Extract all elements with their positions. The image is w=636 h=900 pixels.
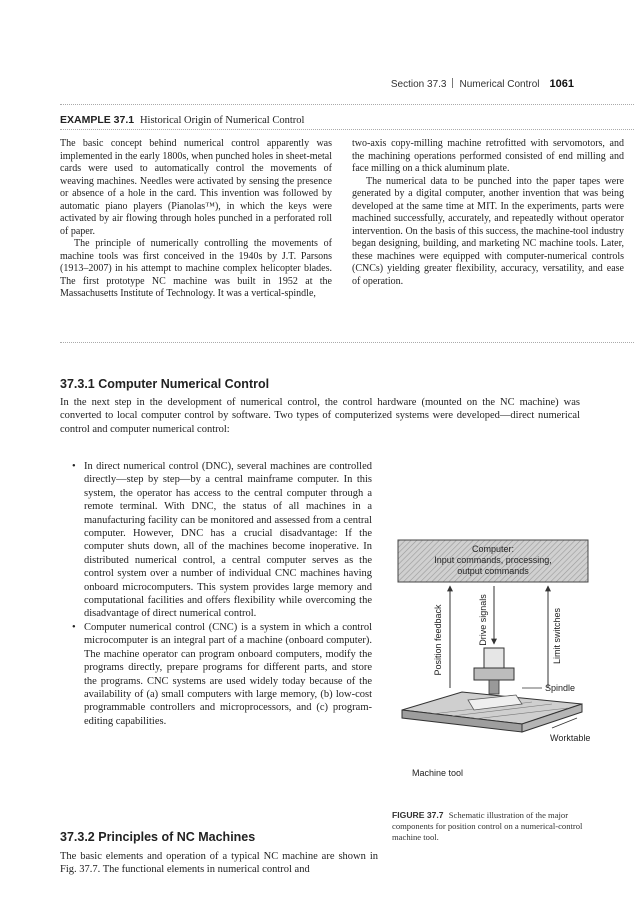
computer-label: output commands [457, 566, 529, 576]
spindle-head-icon [474, 668, 514, 680]
running-head-title: Numerical Control [459, 79, 540, 90]
example-paragraph: two-axis copy-milling machine retrofitted with servomotors, and the machining operations performed consisted of end milling and face milling on a thick aluminum plate. [352, 138, 624, 174]
example-paragraph: The basic concept behind numerical control apparently was implemented in the early 1800s, when punched holes in sheet-metal cards were used to automatically control the movements of weaving machines. Needles were activated by sensing the presence or absence of a hole in the card. This invention was followed by automatic piano players (Pianolas™), in which the keys were activated by air flowing through holes punched in a perforated roll of paper. [60, 138, 332, 237]
bullet-item-cnc: • Computer numerical control (CNC) is a system in which a control microcomputer is an integral part of a machine (onboard computer). The machine operator can program onboard computers, modify the programs directly, prepare programs for different parts, and store the programs. CNC systems are used widely today because of the availability of (a) small computers with large memory, (b) low-cost programmable controllers and microprocessors, and (c) program-editing capabilities. [72, 621, 372, 728]
body-paragraph: In the next step in the development of numerical control, the control hardware (mounted on the NC machine) was converted to local computer control by software. Two types of computerized systems were developed—direct numerical control and computer numerical control: [60, 397, 580, 435]
example-column-left [60, 138, 332, 301]
figure-caption-text: Schematic illustration of the major components for position control on a numerical-control machine tool. [392, 810, 583, 842]
drive-signals-label: Drive signals [478, 594, 488, 646]
example-box [60, 104, 634, 346]
spindle-icon [489, 680, 499, 694]
section-text [60, 850, 378, 877]
running-head [391, 78, 574, 90]
motor-icon [484, 648, 504, 668]
position-feedback-label: Position feedback [433, 604, 443, 676]
page-number: 1061 [549, 78, 574, 90]
body-paragraph: The basic elements and operation of a typical NC machine are shown in Fig. 37.7. The functional elements in numerical control and [60, 851, 378, 876]
example-title-rule [60, 129, 634, 130]
example-paragraph: The numerical data to be punched into the paper tapes were generated by a digital computer, another invention that was being developed at the same time at MIT. In the experiments, parts were machined successfully, accurately, and repeatedly without operator intervention. On the basis of this success, the machine-tool industry began designing, building, and marketing NC machine tools. Later, these machines were equipped with computer-numerical controls (CNCs) yielding greater flexibility, accuracy, versatility, and ease of operation. [352, 175, 624, 287]
computer-label: Input commands, processing, [434, 555, 552, 565]
section-heading: 37.3.2 Principles of NC Machines [60, 830, 256, 844]
spindle-label: Spindle [545, 683, 576, 693]
example-bottom-rule [60, 342, 634, 343]
example-column-right [352, 138, 624, 288]
example-title [60, 114, 304, 126]
limit-switches-label: Limit switches [552, 607, 562, 665]
computer-label: Computer: [471, 544, 515, 554]
figure-nc-machine [372, 528, 612, 798]
figure-caption [392, 810, 608, 843]
example-label: EXAMPLE 37.1 [60, 114, 135, 126]
example-paragraph: The principle of numerically controlling the movements of machine tools was first conceived in the 1940s by J.T. Parsons (1913–2007) in his attempt to machine complex helicopter blades. The first prototype NC machine was built in 1952 at the Massachusetts Institute of Technology. It was a vertical-spindle, [60, 238, 332, 299]
figure-caption-label: FIGURE 37.7 [392, 810, 444, 820]
bullet-list [72, 460, 372, 728]
section-intro [60, 396, 580, 436]
worktable-label: Worktable [550, 733, 591, 743]
example-top-rule [60, 104, 634, 105]
running-head-divider [452, 78, 453, 88]
example-heading: Historical Origin of Numerical Control [139, 115, 305, 126]
bullet-item-dnc: • In direct numerical control (DNC), several machines are controlled directly—step by step—by a central mainframe computer. In this system, the operator has access to the central computer through a remote terminal. With DNC, the status of all machines in a manufacturing facility can be monitored and assessed from a central computer. However, DNC has a crucial disadvantage: If the computer shuts down, all of the machines become inoperative. In distributed numerical control, a central computer serves as the control system over a number of individual CNC machines having onboard microcomputers. This system provides large memory and computational facilities and offers flexibility while overcoming the disadvantage of direct numerical control. [72, 460, 372, 621]
running-head-section: Section 37.3 [390, 79, 447, 90]
machine-tool-label: Machine tool [412, 768, 464, 778]
section-heading: 37.3.1 Computer Numerical Control [60, 377, 270, 391]
